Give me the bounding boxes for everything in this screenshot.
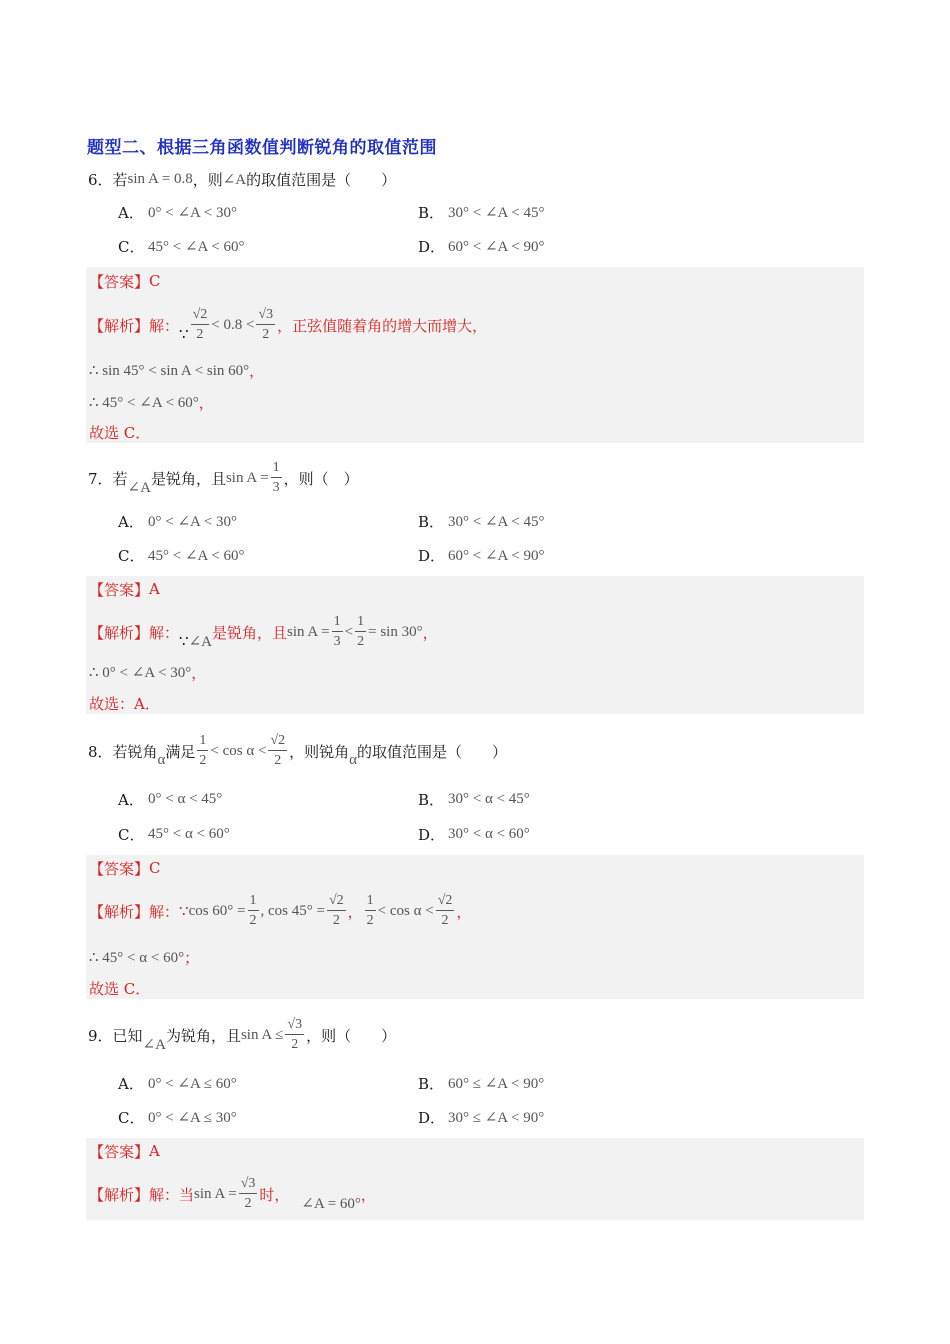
- q8-solution-end: [89, 978, 150, 998]
- option-label: B．: [418, 790, 445, 809]
- option-text: 45° < α < 60°: [148, 825, 230, 842]
- q6-mid: ，则: [192, 170, 223, 189]
- q7-mid: 是锐角，且: [150, 469, 226, 488]
- frac-denominator: 2: [262, 327, 270, 342]
- q8-tail2: 的取值范围是（ ）: [357, 742, 508, 761]
- q7-sol-expr-right: = sin 30°: [368, 623, 423, 640]
- analysis-label: 【解析】解：: [89, 1185, 180, 1204]
- frac-denominator: 2: [249, 913, 257, 928]
- frac-numerator: √2: [436, 894, 455, 911]
- q9-number: 9．已知: [88, 1026, 143, 1045]
- q7-condition: sin A =: [225, 469, 269, 486]
- option-text: 30° < α < 60°: [448, 825, 530, 842]
- option-text: 45° < ∠A < 60°: [148, 238, 245, 255]
- q9-sol-time: 时，: [259, 1185, 290, 1204]
- q9-sol-expr: sin A =: [194, 1185, 237, 1202]
- q7-option-b[interactable]: [418, 509, 545, 533]
- frac-numerator: √3: [256, 308, 275, 325]
- q8-sol-frac4: [436, 894, 455, 928]
- frac-denominator: 2: [291, 1037, 299, 1052]
- option-label: D．: [418, 1108, 446, 1127]
- option-text: 30° ≤ ∠A < 90°: [448, 1109, 545, 1126]
- q8-solution-line2: [89, 946, 199, 968]
- answer-label: 【答案】: [89, 1142, 150, 1161]
- q6-angle: ∠A: [222, 171, 247, 188]
- answer-label: 【答案】: [89, 859, 150, 878]
- frac-numerator: √2: [268, 734, 287, 751]
- punct: ，: [360, 1185, 376, 1204]
- q8-solution-line1: [89, 887, 471, 935]
- q7-sol-frac2: [355, 615, 366, 649]
- q7-sol-angle: ∠A: [188, 633, 212, 650]
- q6-sol-mid: < 0.8 <: [211, 316, 255, 333]
- q6-answer-box: [86, 267, 864, 443]
- q8-answer: C: [149, 859, 161, 877]
- answer-label: 【答案】: [89, 272, 150, 291]
- option-text: 30° < ∠A < 45°: [448, 204, 545, 221]
- frac-denominator: 2: [244, 1196, 252, 1211]
- q8-sol-frac1: [248, 894, 259, 928]
- q8-option-c[interactable]: [118, 822, 230, 846]
- frac-denominator: 2: [332, 913, 340, 928]
- q9-condition: sin A ≤: [240, 1026, 284, 1043]
- frac-denominator: 2: [196, 327, 204, 342]
- option-label: B．: [418, 512, 445, 531]
- q7-option-a[interactable]: [118, 509, 237, 533]
- q6-sol-end: 故选 C．: [89, 423, 151, 442]
- q6-option-b[interactable]: [418, 200, 545, 224]
- q6-sol-frac1: [191, 308, 210, 342]
- frac-denominator: 3: [333, 634, 341, 649]
- punct: ，: [191, 663, 207, 682]
- q8-option-a[interactable]: [118, 787, 222, 811]
- q9-angle: ∠A: [142, 1036, 166, 1053]
- q7-answer-line: [89, 578, 160, 600]
- option-text: 30° < α < 45°: [448, 790, 530, 807]
- q8-alpha: α: [157, 751, 166, 768]
- q8-option-b[interactable]: [418, 787, 530, 811]
- option-text: 60° < ∠A < 90°: [448, 238, 545, 255]
- q8-frac1: [197, 734, 208, 768]
- punct: ，: [249, 361, 265, 380]
- q7-answer: A: [149, 580, 160, 598]
- q9-mid: 为锐角，且: [165, 1026, 241, 1045]
- q8-mid: 满足: [165, 742, 196, 761]
- q9-sol-when: 当: [179, 1185, 195, 1204]
- option-text: 60° ≤ ∠A < 90°: [448, 1075, 545, 1092]
- q7-sol-text1: 是锐角，且: [211, 623, 287, 642]
- q7-option-d[interactable]: [418, 543, 545, 567]
- q9-frac: [285, 1018, 304, 1052]
- q6-sol-frac2: [256, 308, 275, 342]
- frac-numerator: √3: [239, 1177, 258, 1194]
- frac-numerator: 1: [355, 615, 366, 632]
- section-title: 题型二、根据三角函数值判断锐角的取值范围: [87, 138, 437, 158]
- q9-tail: ，则（ ）: [306, 1026, 397, 1045]
- q8-frac2: [268, 734, 287, 768]
- q8-tail1: ，则锐角: [289, 742, 350, 761]
- option-label: A．: [118, 203, 144, 222]
- q9-option-d[interactable]: [418, 1105, 544, 1129]
- analysis-label: 【解析】解：: [89, 623, 180, 642]
- q9-answer-box: [86, 1138, 864, 1220]
- option-text: 0° < ∠A ≤ 60°: [148, 1075, 237, 1092]
- q8-sol-frac2: [327, 894, 346, 928]
- q6-solution-line2: [89, 359, 264, 381]
- q6-tail: 的取值范围是（ ）: [246, 170, 397, 189]
- q9-solution-line1: [89, 1170, 376, 1218]
- q6-sol-line2: ∴ sin 45° < sin A < sin 60°: [89, 362, 250, 379]
- option-label: B．: [418, 1074, 445, 1093]
- q7-option-c[interactable]: [118, 543, 245, 567]
- question-6: [88, 164, 396, 194]
- q6-sol-line3: ∴ 45° < ∠A < 60°: [89, 394, 199, 411]
- q9-option-a[interactable]: [118, 1071, 237, 1095]
- because-symbol: ∵: [179, 632, 189, 650]
- frac-numerator: 1: [271, 461, 282, 478]
- q6-solution-end: [89, 422, 150, 442]
- q6-answer-line: [89, 270, 161, 292]
- q9-answer-line: [89, 1140, 160, 1162]
- q8-sol-frac3: [365, 894, 376, 928]
- frac-denominator: 3: [272, 480, 280, 495]
- q9-sol-frac: [239, 1177, 258, 1211]
- frac-numerator: √2: [327, 894, 346, 911]
- answer-label: 【答案】: [89, 580, 150, 599]
- frac-numerator: 1: [332, 615, 343, 632]
- q9-option-c[interactable]: [118, 1105, 237, 1129]
- option-text: 60° < ∠A < 90°: [448, 547, 545, 564]
- q7-tail: ，则（ ）: [283, 469, 359, 488]
- q9-option-b[interactable]: [418, 1071, 544, 1095]
- frac-denominator: 2: [441, 913, 449, 928]
- q8-sol-end: 故选 C．: [89, 979, 151, 998]
- q8-alpha-2: α: [349, 751, 358, 768]
- frac-denominator: 2: [366, 913, 374, 928]
- q7-number: 7．若: [88, 469, 128, 488]
- q9-sol-angle: ∠A = 60°: [301, 1195, 361, 1212]
- q8-sol-cosmid: < cos α <: [377, 902, 434, 919]
- q8-sol-cos45: , cos 45° =: [260, 902, 325, 919]
- q7-angle: ∠A: [127, 479, 151, 496]
- option-label: A．: [118, 512, 144, 531]
- question-8: [88, 728, 507, 774]
- q7-solution-line2: [89, 661, 206, 683]
- analysis-label: 【解析】解：: [89, 902, 180, 921]
- punct: ，: [198, 393, 214, 412]
- frac-denominator: 2: [199, 753, 207, 768]
- punct: ，: [456, 902, 472, 921]
- option-label: D．: [418, 825, 446, 844]
- q7-sol-line2: ∴ 0° < ∠A < 30°: [89, 664, 192, 681]
- because-symbol: ∵: [179, 325, 189, 343]
- q6-answer: C: [149, 272, 161, 290]
- q8-answer-box: [86, 855, 864, 999]
- option-label: C．: [118, 237, 145, 256]
- option-label: D．: [418, 237, 446, 256]
- punct: ，: [422, 623, 438, 642]
- option-text: 30° < ∠A < 45°: [448, 513, 545, 530]
- frac-denominator: 2: [274, 753, 282, 768]
- option-text: 0° < ∠A < 30°: [148, 204, 237, 221]
- frac-numerator: √3: [285, 1018, 304, 1035]
- q9-answer: A: [149, 1142, 160, 1160]
- q8-sol-cos60: cos 60° =: [188, 902, 246, 919]
- option-label: C．: [118, 1108, 145, 1127]
- option-text: 0° < ∠A < 30°: [148, 513, 237, 530]
- q6-solution-line1: [89, 301, 487, 349]
- punct: ；: [184, 948, 200, 967]
- q8-option-d[interactable]: [418, 822, 530, 846]
- option-label: C．: [118, 546, 145, 565]
- q8-number: 8．若锐角: [88, 742, 158, 761]
- frac-denominator: 2: [357, 634, 365, 649]
- frac-numerator: 1: [197, 734, 208, 751]
- q6-sol-text1: ，正弦值随着角的增大而增大，: [277, 316, 488, 335]
- analysis-label: 【解析】解：: [89, 316, 180, 335]
- q7-solution-line1: [89, 610, 438, 654]
- q7-frac: [271, 461, 282, 495]
- option-label: D．: [418, 546, 446, 565]
- option-text: 0° < ∠A ≤ 30°: [148, 1109, 237, 1126]
- option-label: B．: [418, 203, 445, 222]
- option-label: A．: [118, 790, 144, 809]
- option-label: A．: [118, 1074, 144, 1093]
- q6-option-a[interactable]: [118, 200, 237, 224]
- question-7: [88, 458, 359, 498]
- frac-numerator: √2: [191, 308, 210, 325]
- frac-numerator: 1: [365, 894, 376, 911]
- q6-number: 6．若: [88, 170, 128, 189]
- question-9: [88, 1012, 396, 1058]
- q7-solution-end: [89, 693, 160, 713]
- because-symbol: ∵: [179, 902, 189, 920]
- q7-sol-expr-left: sin A =: [286, 623, 330, 640]
- option-text: 0° < α < 45°: [148, 790, 223, 807]
- q6-solution-line3: [89, 391, 214, 413]
- q7-sol-frac1: [332, 615, 343, 649]
- q8-answer-line: [89, 857, 161, 879]
- less-than: <: [344, 623, 354, 640]
- option-text: 45° < ∠A < 60°: [148, 547, 245, 564]
- punct: ，: [347, 902, 363, 921]
- q6-option-d[interactable]: [418, 234, 545, 258]
- q7-answer-box: [86, 576, 864, 714]
- q8-cos-mid: < cos α <: [210, 742, 267, 759]
- q6-condition: sin A = 0.8: [127, 170, 193, 187]
- q7-sol-end: 故选：A．: [89, 694, 160, 713]
- q8-sol-line2: ∴ 45° < α < 60°: [89, 949, 185, 966]
- q6-option-c[interactable]: [118, 234, 245, 258]
- option-label: C．: [118, 825, 145, 844]
- frac-numerator: 1: [248, 894, 259, 911]
